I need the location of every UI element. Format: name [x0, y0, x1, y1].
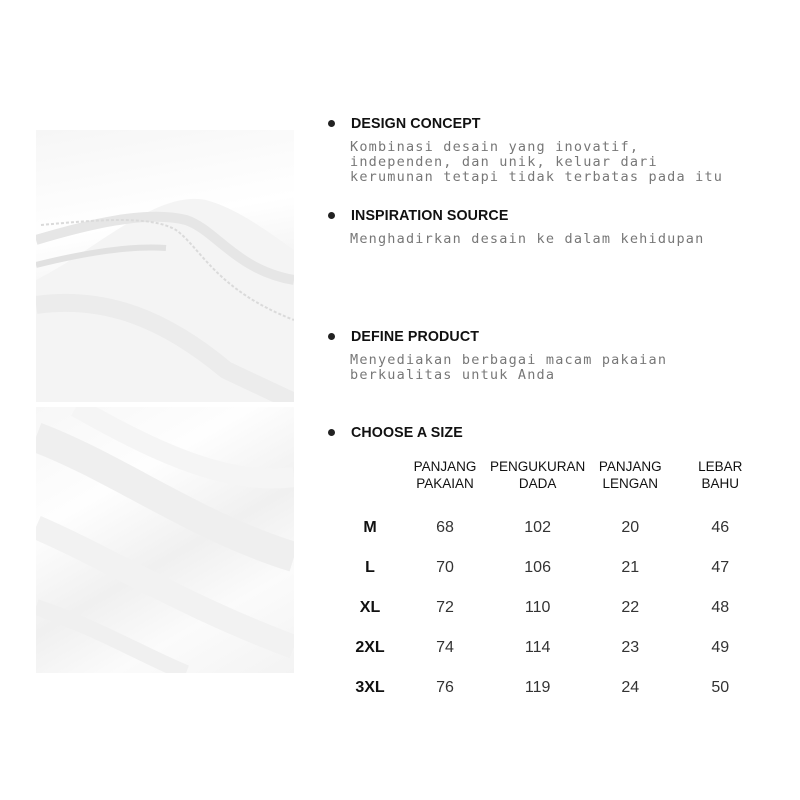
column-header-line2: BAHU [701, 476, 740, 491]
size-label: 2XL [355, 639, 385, 656]
column-header [400, 458, 490, 508]
table-cell: 22 [621, 599, 640, 616]
inspiration-source-heading-row [328, 207, 788, 224]
table-cell: 50 [711, 679, 730, 696]
column-header-line2: PAKAIAN [416, 476, 474, 491]
column-header-line1: LEBAR [698, 459, 743, 474]
bullet-icon [328, 429, 335, 436]
table-cell: 114 [524, 639, 551, 656]
size-column-header [340, 458, 400, 508]
table-cell: 74 [436, 639, 454, 656]
table-cell: 68 [436, 519, 454, 536]
table-cell: 47 [711, 559, 730, 576]
column-header [490, 458, 585, 508]
section-text: Kombinasi desain yang inovatif, independen, dan unik, keluar dari kerumunan tetapi tidak terbatas pada itu [350, 139, 724, 185]
table-cell: 72 [436, 599, 454, 616]
section-title: INSPIRATION SOURCE [351, 207, 509, 224]
section-title: DEFINE PRODUCT [351, 328, 480, 345]
table-cell: 110 [524, 599, 551, 616]
table-row [340, 668, 765, 708]
table-row [340, 588, 765, 628]
table-cell: 23 [621, 639, 640, 656]
define-product-heading-row [328, 328, 788, 345]
fabric-collar-photo [36, 130, 294, 402]
section-title: CHOOSE A SIZE [351, 424, 463, 441]
table-row [340, 508, 765, 548]
design-concept-heading-row [328, 115, 788, 132]
table-cell: 46 [711, 519, 730, 536]
fabric-fold-drawing [36, 130, 294, 402]
size-label: L [365, 559, 375, 576]
table-cell: 24 [621, 679, 640, 696]
column-header-line2: DADA [518, 476, 557, 491]
bullet-icon [328, 333, 335, 340]
table-cell: 20 [621, 519, 640, 536]
table-cell: 49 [711, 639, 730, 656]
section-text: Menghadirkan desain ke dalam kehidupan [350, 231, 705, 247]
size-chart-header-row [340, 458, 765, 508]
size-chart-table [340, 458, 765, 708]
section-text: Menyediakan berbagai macam pakaian berkualitas untuk Anda [350, 352, 668, 383]
column-header [675, 458, 765, 508]
design-concept-section [328, 115, 788, 185]
column-header-line2: LENGAN [602, 476, 659, 491]
table-row [340, 628, 765, 668]
section-title: DESIGN CONCEPT [351, 115, 481, 132]
bullet-icon [328, 120, 335, 127]
column-header-line1: PANJANG [598, 459, 662, 474]
choose-size-heading-row [328, 424, 788, 441]
fabric-texture-photo [36, 407, 294, 673]
column-header-line1: PANJANG [413, 459, 477, 474]
size-label: XL [359, 599, 381, 616]
inspiration-source-section [328, 207, 788, 247]
column-header [585, 458, 675, 508]
column-header-line1: PENGUKURAN [490, 459, 586, 474]
table-cell: 106 [524, 559, 551, 576]
table-cell: 48 [711, 599, 730, 616]
table-cell: 76 [436, 679, 454, 696]
bullet-icon [328, 212, 335, 219]
table-row [340, 548, 765, 588]
choose-size-section [328, 424, 788, 441]
table-cell: 119 [524, 679, 551, 696]
fabric-texture-drawing [36, 407, 294, 673]
size-label: M [363, 519, 377, 536]
table-cell: 102 [524, 519, 551, 536]
table-cell: 21 [621, 559, 640, 576]
size-label: 3XL [355, 679, 385, 696]
define-product-section [328, 328, 788, 383]
table-cell: 70 [436, 559, 454, 576]
